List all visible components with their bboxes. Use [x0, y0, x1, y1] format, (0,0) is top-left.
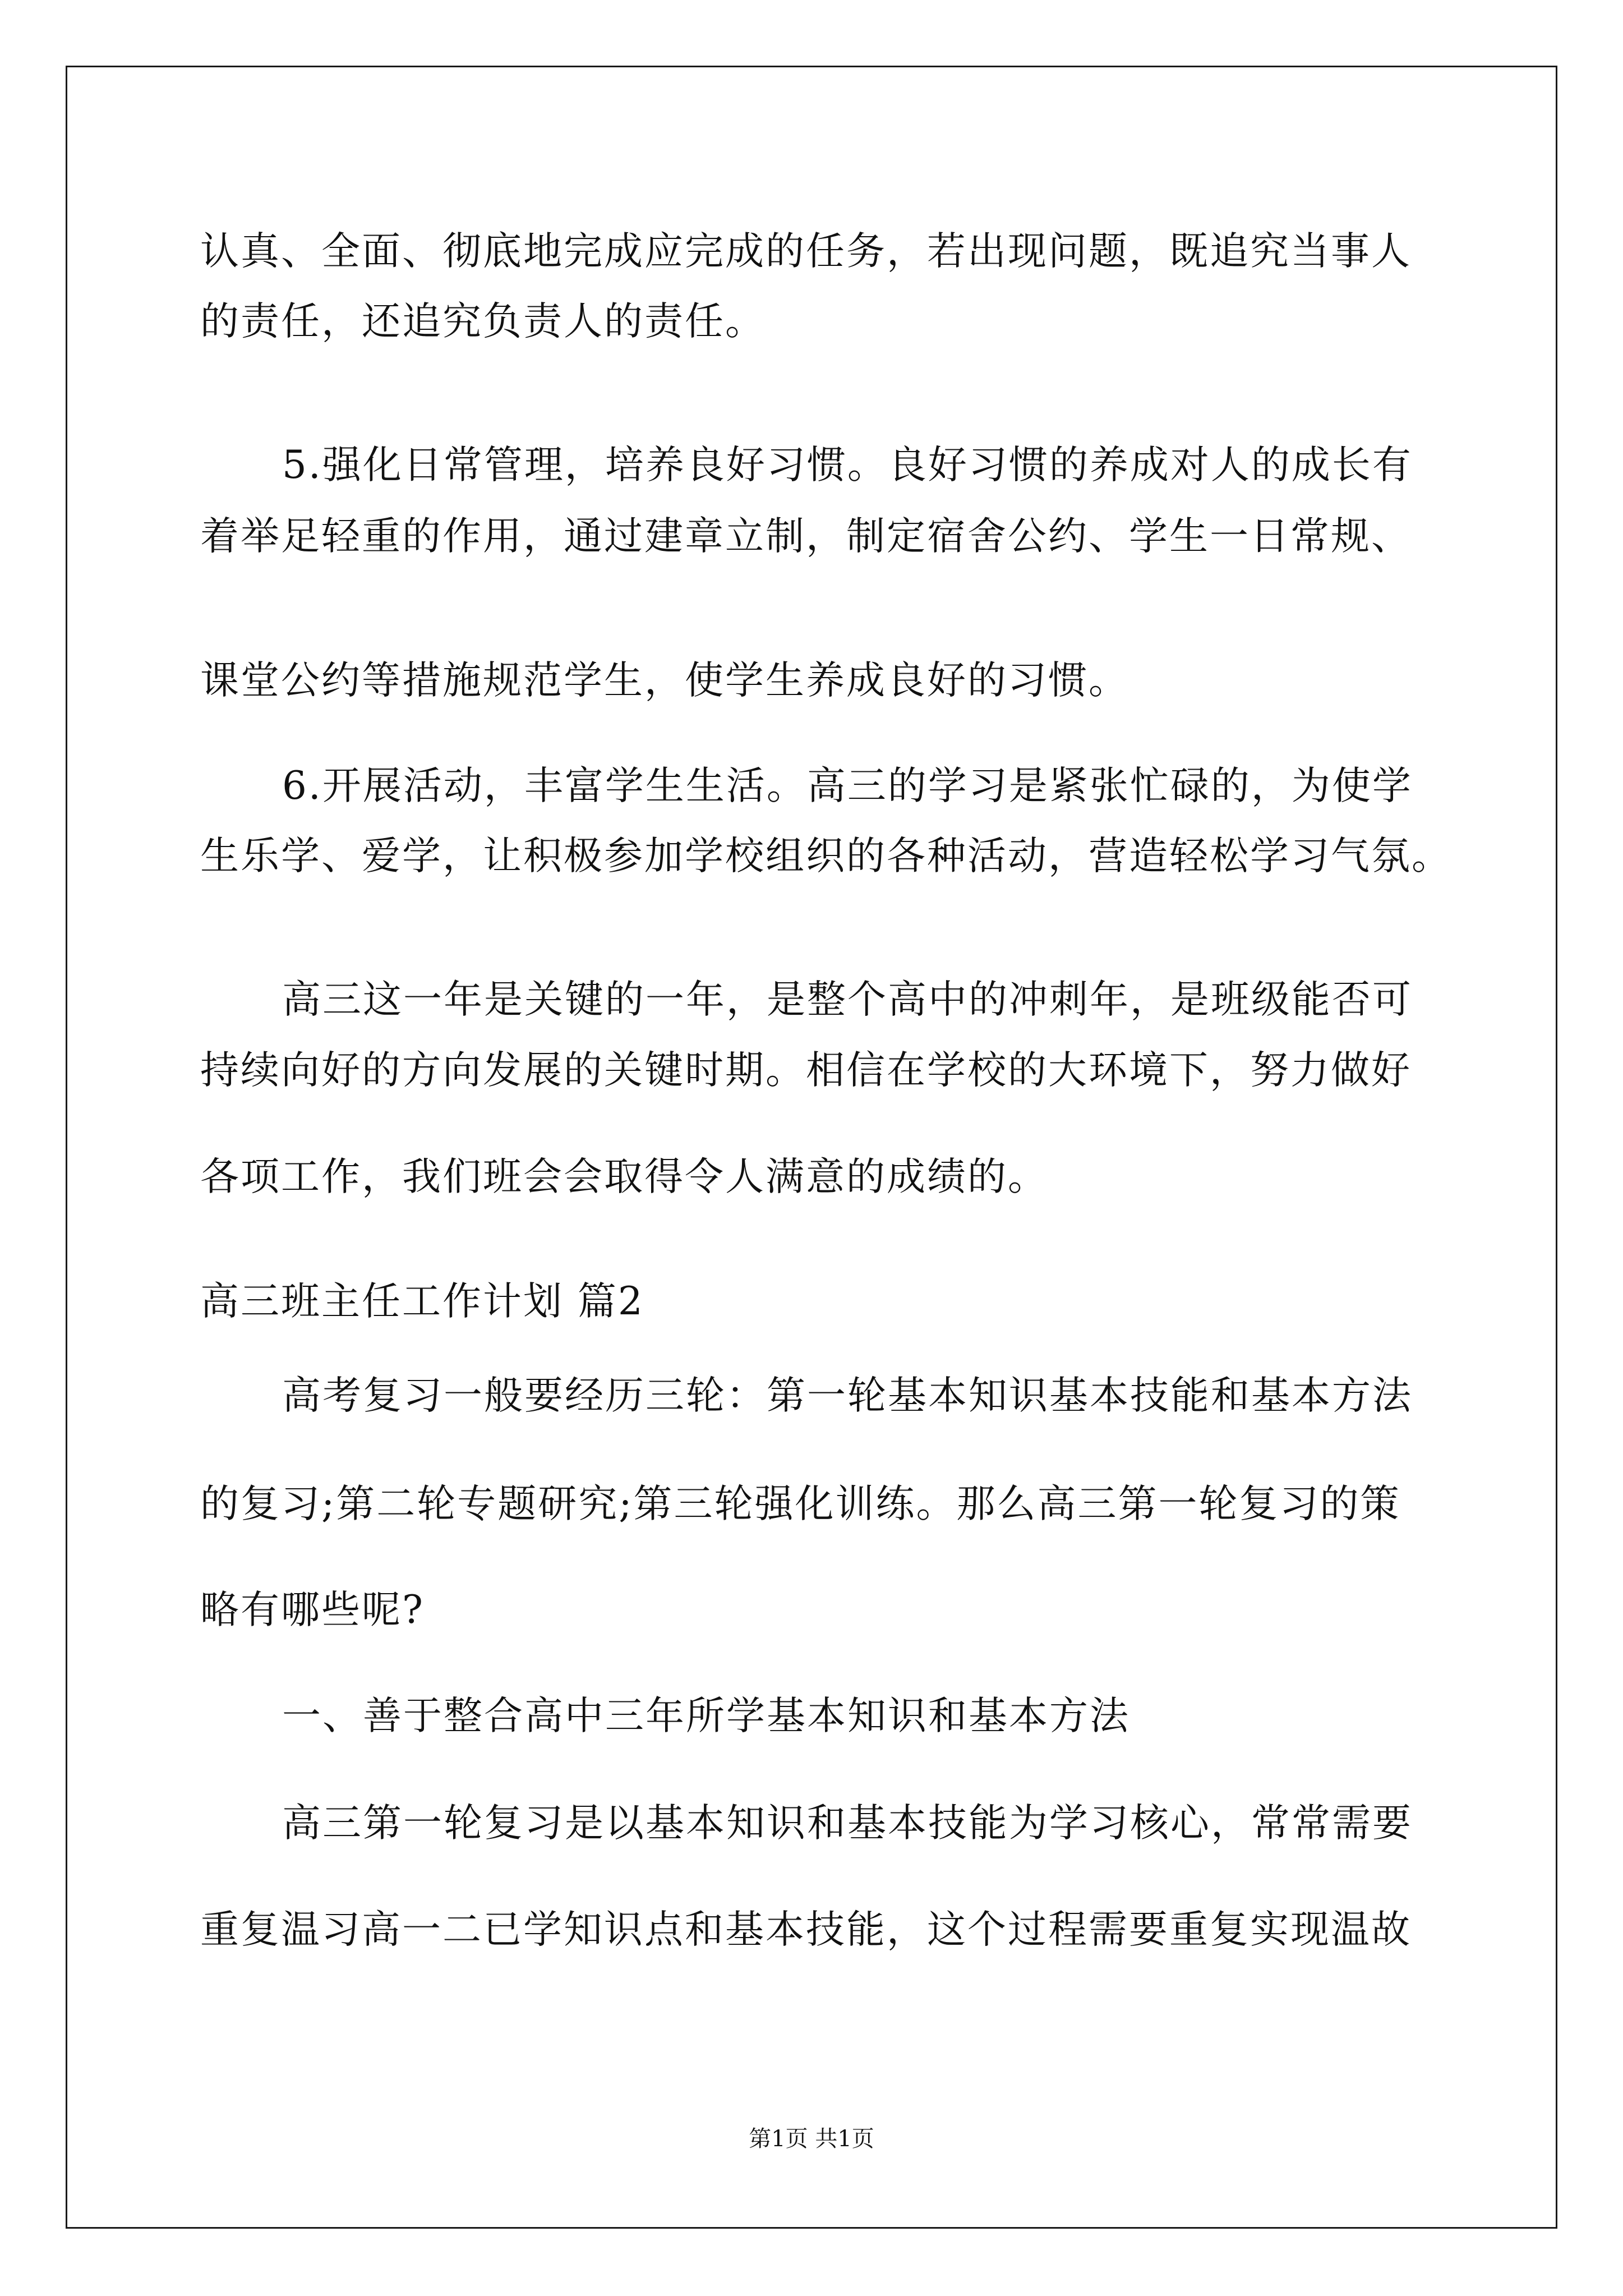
text-line-8: 高三这一年是关键的一年，是整个高中的冲刺年，是班级能否可: [282, 977, 1413, 1022]
text-line-4: 着举足轻重的作用，通过建章立制，制定宿舍公约、学生一日常规、: [200, 514, 1412, 559]
text-line-5: 课堂公约等措施规范学生，使学生养成良好的习惯。: [200, 658, 1129, 703]
text-line-15: 一、善于整合高中三年所学基本知识和基本方法: [282, 1694, 1130, 1738]
text-line-7: 生乐学、爱学，让积极参加学校组织的各种活动，营造轻松学习气氛。: [200, 834, 1452, 878]
text-line-2: 的责任，还追究负责人的责任。: [200, 299, 766, 344]
text-line-17: 重复温习高一二已学知识点和基本技能，这个过程需要重复实现温故: [200, 1907, 1412, 1952]
text-line-3: 5.强化日常管理，培养良好习惯。良好习惯的养成对人的成长有: [282, 443, 1413, 487]
text-line-9: 持续向好的方向发展的关键时期。相信在学校的大环境下，努力做好: [200, 1048, 1412, 1093]
text-line-6: 6.开展活动，丰富学生生活。高三的学习是紧张忙碌的，为使学: [282, 763, 1413, 808]
text-line-10: 各项工作，我们班会会取得令人满意的成绩的。: [200, 1154, 1048, 1199]
text-line-16: 高三第一轮复习是以基本知识和基本技能为学习核心，常常需要: [282, 1801, 1413, 1846]
section-heading: 高三班主任工作计划 篇2: [200, 1279, 644, 1324]
text-line-14: 略有哪些呢?: [200, 1588, 425, 1632]
page-footer: 第1页 共1页: [749, 2126, 874, 2152]
text-line-12: 高考复习一般要经历三轮：第一轮基本知识基本技能和基本方法: [282, 1373, 1413, 1418]
text-line-1: 认真、全面、彻底地完成应完成的任务，若出现问题，既追究当事人: [200, 229, 1412, 274]
text-line-13: 的复习;第二轮专题研究;第三轮强化训练。那么高三第一轮复习的策: [200, 1481, 1401, 1526]
